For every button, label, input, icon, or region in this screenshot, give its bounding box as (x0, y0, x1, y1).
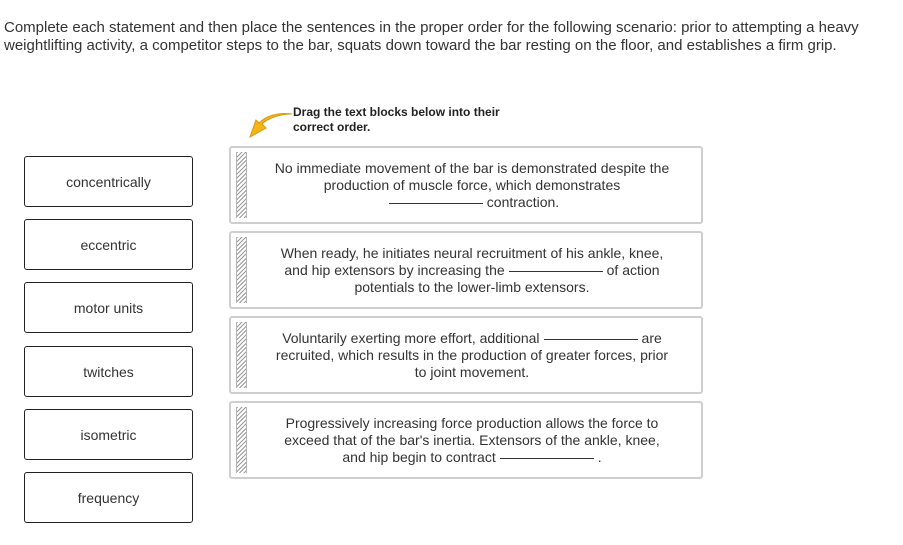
sentence-block-4[interactable] (229, 401, 703, 479)
sentence-block-3[interactable] (229, 316, 703, 394)
word-tile-isometric[interactable] (24, 409, 193, 460)
answer-blank[interactable] (389, 203, 483, 204)
sentence-block-text (247, 403, 697, 477)
sentence-line: No immediate movement of the bar is demonstrated despite the (274, 159, 670, 176)
sentence-fragment: contraction. (486, 193, 560, 210)
word-tile-frequency[interactable] (24, 472, 193, 523)
word-tile-motor-units[interactable] (24, 282, 193, 333)
answer-blank[interactable] (500, 458, 594, 459)
sentence-line: exceed that of the bar's inertia. Extensors of the ankle, knee, (284, 431, 660, 448)
drag-handle-icon[interactable] (236, 237, 247, 303)
sentence-fragment: and hip begin to contract (342, 448, 496, 465)
sentence-fragment: and hip extensors by increasing the (284, 261, 505, 278)
sentence-line: to joint movement. (414, 363, 530, 380)
drag-hint-line-1: Drag the text blocks below into their (293, 105, 500, 119)
word-tile-label: isometric (80, 426, 137, 443)
word-tile-concentrically[interactable] (24, 156, 193, 207)
drag-handle-icon[interactable] (236, 407, 247, 473)
sentence-block-1[interactable] (229, 146, 703, 224)
sentence-fragment: of action (606, 261, 660, 278)
instructions: Complete each statement and then place the sentences in the proper order for the following scenario: prior to attempting a heavy weightlifting activity, a competitor steps to the bar, squats down toward the bar resting on the floor, and establishes a firm grip. (4, 19, 859, 54)
sentence-line: recruited, which results in the production of greater forces, prior (275, 346, 669, 363)
sentence-block-2[interactable] (229, 231, 703, 309)
sentence-fragment: Voluntarily exerting more effort, additional (282, 329, 540, 346)
sentence-line: potentials to the lower-limb extensors. (354, 278, 590, 295)
sentence-fragment: . (597, 448, 602, 465)
arrow-pointer-icon (246, 110, 294, 140)
sentence-block-text (247, 148, 697, 222)
word-tile-label: frequency (77, 489, 140, 506)
sentence-fragment: are (641, 329, 662, 346)
word-tile-label: concentrically (66, 173, 151, 190)
drag-handle-icon[interactable] (236, 322, 247, 388)
drag-hint-line-2: correct order. (293, 120, 371, 134)
sentence-block-text (247, 233, 697, 307)
word-tile-label: eccentric (80, 236, 137, 253)
drag-hint (293, 105, 533, 135)
drag-handle-icon[interactable] (236, 152, 247, 218)
answer-blank[interactable] (509, 271, 603, 272)
sentence-line: production of muscle force, which demonstrates (323, 176, 621, 193)
word-tile-label: motor units (73, 299, 144, 316)
sentence-block-text (247, 318, 697, 392)
word-tile-label: twitches (83, 363, 134, 380)
sentence-line: When ready, he initiates neural recruitment of his ankle, knee, (280, 244, 664, 261)
answer-blank[interactable] (544, 339, 638, 340)
word-tile-eccentric[interactable] (24, 219, 193, 270)
sentence-line: Progressively increasing force production allows the force to (285, 414, 659, 431)
word-tile-twitches[interactable] (24, 346, 193, 397)
